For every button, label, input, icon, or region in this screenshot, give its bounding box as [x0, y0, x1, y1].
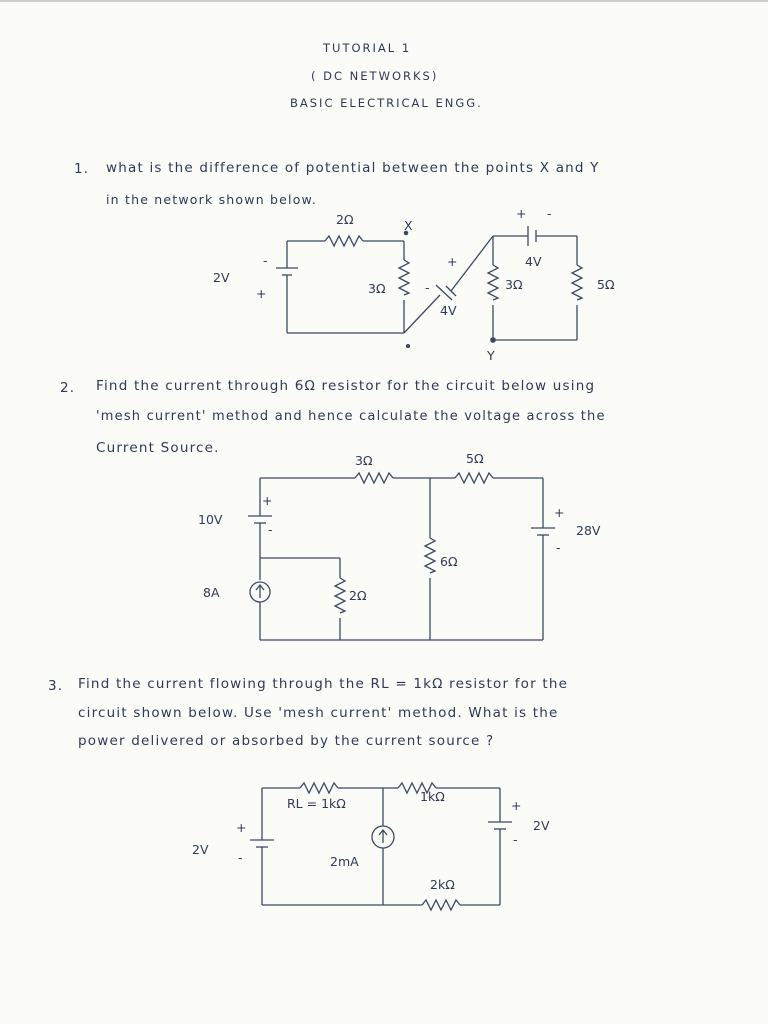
label-x: X	[404, 218, 413, 233]
battery-4v-mid-plate-long	[436, 285, 452, 300]
point-y	[491, 338, 495, 342]
q3-line-2: circuit shown below. Use 'mesh current' method. What is the	[78, 705, 559, 721]
label-3ohm: 3Ω	[368, 281, 386, 296]
resistor-3ohm	[355, 473, 393, 483]
label-minus-right: -	[513, 832, 518, 847]
resistor-5ohm	[572, 265, 582, 300]
header-title: TUTORIAL 1	[323, 41, 412, 55]
label-8a: 8A	[203, 585, 220, 600]
resistor-3ohm	[399, 260, 409, 295]
label-plus-mid: +	[447, 254, 458, 269]
label-minus-28v: -	[556, 540, 561, 555]
resistor-2ohm	[325, 236, 363, 246]
label-plus-10v: +	[262, 493, 273, 508]
resistor-rl-1k	[300, 783, 338, 793]
label-2v-right: 2V	[533, 818, 550, 833]
label-2k: 2kΩ	[430, 877, 455, 892]
label-28v: 28V	[576, 523, 601, 538]
label-plus-left: +	[256, 286, 267, 301]
q2-line-2: 'mesh current' method and hence calculate the voltage across the	[96, 409, 606, 424]
q2-line-3: Current Source.	[96, 440, 220, 456]
label-4v-mid: 4V	[440, 303, 457, 318]
label-5ohm: 5Ω	[466, 451, 484, 466]
label-2ohm: 2Ω	[349, 588, 367, 603]
label-2ma: 2mA	[330, 854, 359, 869]
header-subtitle: ( DC NETWORKS)	[311, 69, 439, 83]
q3-number: 3.	[48, 678, 64, 694]
label-5ohm: 5Ω	[597, 277, 615, 292]
resistor-3ohm-b	[488, 265, 498, 300]
label-y: Y	[487, 348, 495, 363]
resistor-2ohm	[335, 578, 345, 613]
label-minus-mid: -	[425, 280, 430, 295]
header-course: BASIC ELECTRICAL ENGG.	[290, 96, 483, 110]
label-2v: 2V	[213, 270, 230, 285]
q2-number: 2.	[60, 380, 76, 396]
label-3ohm-b: 3Ω	[505, 277, 523, 292]
circuit-3	[192, 783, 550, 910]
label-6ohm: 6Ω	[440, 554, 458, 569]
q1-number: 1.	[74, 161, 90, 177]
label-plus-right: +	[511, 798, 522, 813]
label-minus-left: -	[263, 253, 268, 268]
label-10v: 10V	[198, 512, 223, 527]
q3-line-3: power delivered or absorbed by the current source ?	[78, 733, 495, 749]
label-minus-left: -	[238, 850, 243, 865]
resistor-2k	[422, 900, 460, 910]
q2-line-1: Find the current through 6Ω resistor for the circuit below using	[96, 378, 596, 394]
resistor-5ohm	[455, 473, 493, 483]
label-2v-left: 2V	[192, 842, 209, 857]
label-4v-top: 4V	[525, 254, 542, 269]
circuit-1	[213, 206, 615, 363]
label-plus-left: +	[236, 820, 247, 835]
label-minus-top: -	[547, 206, 552, 221]
q1-line-2: in the network shown below.	[106, 192, 317, 207]
resistor-6ohm	[425, 538, 435, 573]
q3-line-1: Find the current flowing through the RL = 1kΩ resistor for the	[78, 676, 569, 692]
label-minus-10v: -	[268, 522, 273, 537]
label-plus-top: +	[516, 206, 527, 221]
circuit-2	[198, 451, 601, 640]
q1-line-1: what is the difference of potential between the points X and Y	[106, 160, 600, 176]
label-2ohm: 2Ω	[336, 212, 354, 227]
label-plus-28v: +	[554, 505, 565, 520]
label-rl: RL = 1kΩ	[287, 796, 346, 811]
label-3ohm: 3Ω	[355, 453, 373, 468]
label-1k: 1kΩ	[420, 789, 445, 804]
